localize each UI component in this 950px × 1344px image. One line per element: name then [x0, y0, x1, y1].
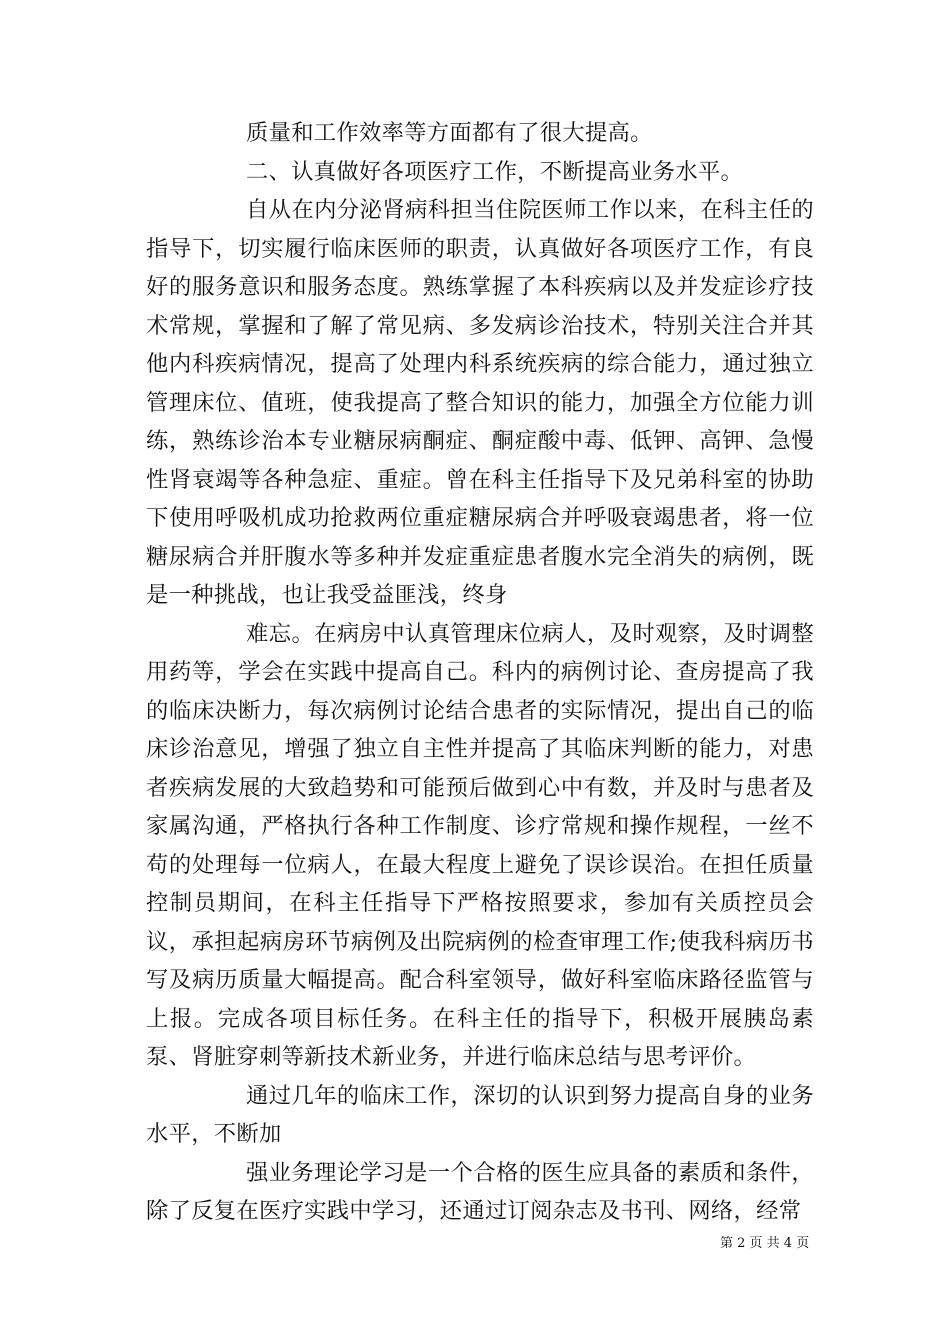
paragraph-6: 强业务理论学习是一个合格的医生应具备的素质和条件，除了反复在医疗实践中学习，还通过订阅杂志及书刊、网络，经常 — [146, 1159, 814, 1224]
document-body — [146, 114, 814, 1231]
paragraph-4: 难忘。在病房中认真管理床位病人，及时观察，及时调整用药等，学会在实践中提高自己。科内的病例讨论、查房提高了我的临床决断力，每次病例讨论结合患者的实际情况，提出自己的临床诊治意见，增强了独立自主性并提高了其临床判断的能力，对患者疾病发展的大致趋势和可能预后做到心中有数，并及时与患者及家属沟通，严格执行各种工作制度、诊疗常规和操作规程，一丝不苟的处理每一位病人，在最大程度上避免了误诊误治。在担任质量控制员期间，在科主任指导下严格按照要求，参加有关质控员会议，承担起病房环节病例及出院病例的检查审理工作;使我科病历书写及病历质量大幅提高。配合科室领导，做好科室临床路径监管与上报。完成各项目标任务。在科主任的指导下，积极开展胰岛素泵、肾脏穿刺等新技术新业务，并进行临床总结与思考评价。 — [146, 620, 814, 1070]
paragraph-5: 通过几年的临床工作，深切的认识到努力提高自身的业务水平，不断加 — [146, 1082, 814, 1147]
paragraph-2-heading: 二、认真做好各项医疗工作，不断提高业务水平。 — [246, 158, 744, 185]
page-number-footer: 第 2 页 共 4 页 — [720, 1236, 810, 1251]
paragraph-3: 自从在内分泌肾病科担当住院医师工作以来，在科主任的指导下，切实履行临床医师的职责，认真做好各项医疗工作，有良好的服务意识和服务态度。熟练掌握了本科疾病以及并发症诊疗技术常规，掌握和了解了常见病、多发病诊治技术，特别关注合并其他内科疾病情况，提高了处理内科系统疾病的综合能力，通过独立管理床位、值班，使我提高了整合知识的能力，加强全方位能力训练，熟练诊治本专业糖尿病酮症、酮症酸中毒、低钾、高钾、急慢性肾衰竭等各种急症、重症。曾在科主任指导下及兄弟科室的协助下使用呼吸机成功抢救两位重症糖尿病合并呼吸衰竭患者，将一位糖尿病合并肝腹水等多种并发症重症患者腹水完全消失的病例，既是一种挑战，也让我受益匪浅，终身 — [146, 197, 814, 608]
paragraph-1: 质量和工作效率等方面都有了很大提高。 — [246, 120, 653, 146]
